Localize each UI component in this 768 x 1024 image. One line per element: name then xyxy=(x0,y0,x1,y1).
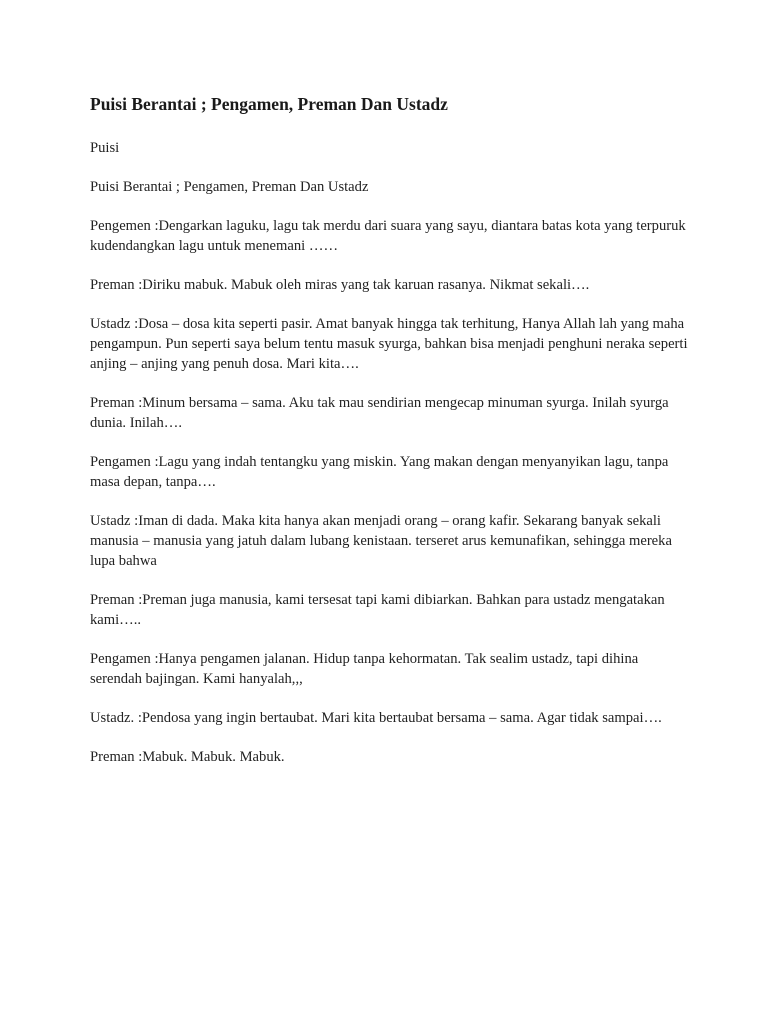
paragraph-ustadz-2: Ustadz :Iman di dada. Maka kita hanya akan menjadi orang – orang kafir. Sekarang banyak sekali manusia – manusia yang jatuh dalam lubang kenistaan. terseret arus kemunafikan, sehingga mereka lupa bahwa xyxy=(90,513,672,569)
paragraph-subtitle: Puisi Berantai ; Pengamen, Preman Dan Ustadz xyxy=(90,179,369,195)
paragraph-preman-1: Preman :Diriku mabuk. Mabuk oleh miras yang tak karuan rasanya. Nikmat sekali…. xyxy=(90,277,590,293)
paragraph-label: Puisi xyxy=(90,140,120,156)
paragraph-preman-2: Preman :Minum bersama – sama. Aku tak mau sendirian mengecap minuman syurga. Inilah syurga dunia. Inilah…. xyxy=(90,395,669,431)
document-body xyxy=(90,92,690,786)
document-title: Puisi Berantai ; Pengamen, Preman Dan Ustadz xyxy=(90,94,448,114)
paragraph-ustadz-1: Ustadz :Dosa – dosa kita seperti pasir. Amat banyak hingga tak terhitung, Hanya Allah lah yang maha pengampun. Pun seperti saya belum tentu masuk syurga, bahkan bisa menjadi penghuni neraka seperti anjing – anjing yang penuh dosa. Mari kita…. xyxy=(90,316,688,372)
paragraph-preman-3: Preman :Preman juga manusia, kami tersesat tapi kami dibiarkan. Bahkan para ustadz mengatakan kami….. xyxy=(90,592,665,628)
paragraph-pengamen-3: Pengamen :Hanya pengamen jalanan. Hidup tanpa kehormatan. Tak sealim ustadz, tapi dihina serendah bajingan. Kami hanyalah,,, xyxy=(90,651,639,687)
paragraph-pengamen-2: Pengamen :Lagu yang indah tentangku yang miskin. Yang makan dengan menyanyikan lagu, tanpa masa depan, tanpa…. xyxy=(90,454,669,490)
paragraph-ustadz-3: Ustadz. :Pendosa yang ingin bertaubat. Mari kita bertaubat bersama – sama. Agar tidak sampai…. xyxy=(90,710,662,726)
paragraph-preman-4: Preman :Mabuk. Mabuk. Mabuk. xyxy=(90,749,285,765)
paragraph-pengamen-1: Pengemen :Dengarkan laguku, lagu tak merdu dari suara yang sayu, diantara batas kota yang terpuruk kudendangkan lagu untuk menemani …… xyxy=(90,218,686,254)
